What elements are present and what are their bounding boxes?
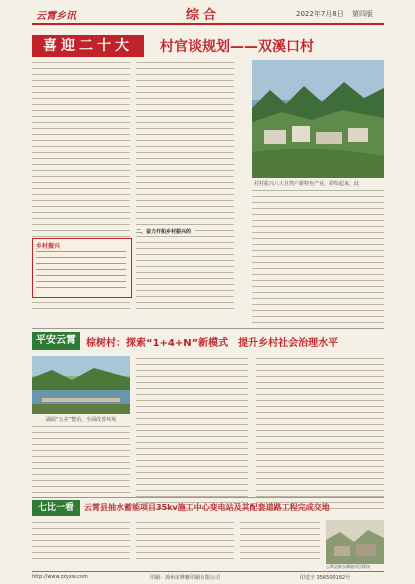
- story2-headline: 棕树村：探索“1+4+N”新模式 提升乡村社会治理水平: [86, 338, 339, 349]
- paper-name: 云霄乡讯: [36, 11, 76, 22]
- separator-2: [32, 497, 384, 498]
- banner-right: 村官谈规划——双溪口村: [160, 39, 314, 55]
- issue-date: 2022年7月8日: [296, 10, 344, 18]
- section-title: 综合: [186, 8, 221, 23]
- story2-column-2: [136, 358, 248, 514]
- feature-banner: [32, 35, 384, 57]
- story2-photo-caption: 湖面“五美”整治，全面改善环境: [45, 417, 117, 423]
- story3-column-2: [136, 522, 234, 564]
- story2-tag: 平安云霄: [32, 332, 80, 350]
- footer-website: http://www.zzyxw.com: [32, 574, 88, 580]
- story3-header: [32, 500, 384, 518]
- story2-column-1: [32, 426, 130, 498]
- feature-photo: [252, 60, 384, 178]
- story3-column-1: [32, 522, 130, 564]
- story3-tag: 七比一看: [32, 500, 80, 516]
- story2-header: [32, 332, 384, 352]
- masthead-rule: [32, 23, 384, 25]
- footer-printer: 印刷：漳州市铧雅印刷有限公司: [150, 575, 221, 581]
- story3-photo: [326, 520, 384, 564]
- feature-column-2: [136, 62, 234, 314]
- column-box: [32, 238, 132, 298]
- feature-photo-caption: 村村振兴八大自然户新特色产业，彩纷起来，此: [254, 181, 360, 187]
- story3-headline: 云霄县抽水蓄能项目35kv施工中心变电站及其配套道路工程完成交地: [84, 503, 330, 512]
- story2-column-3: [256, 358, 384, 514]
- footer-fax: 印送字 356500182号: [300, 575, 351, 581]
- separator-1: [32, 328, 384, 329]
- banner-left: 喜迎二十大: [32, 35, 144, 57]
- masthead: [0, 0, 415, 30]
- feature-column-4: [252, 190, 384, 328]
- feature-sub-heading: 二、奋力开拓乡村振兴的: [136, 228, 195, 235]
- story3-column-3: [240, 522, 320, 564]
- footer-rule: [32, 571, 384, 572]
- column-box-title: 乡村振兴: [36, 243, 61, 250]
- page-number: 第四版: [352, 10, 373, 18]
- story2-photo: [32, 356, 130, 414]
- story3-photo-caption: 云霄县抽水蓄能项目现场: [326, 564, 370, 569]
